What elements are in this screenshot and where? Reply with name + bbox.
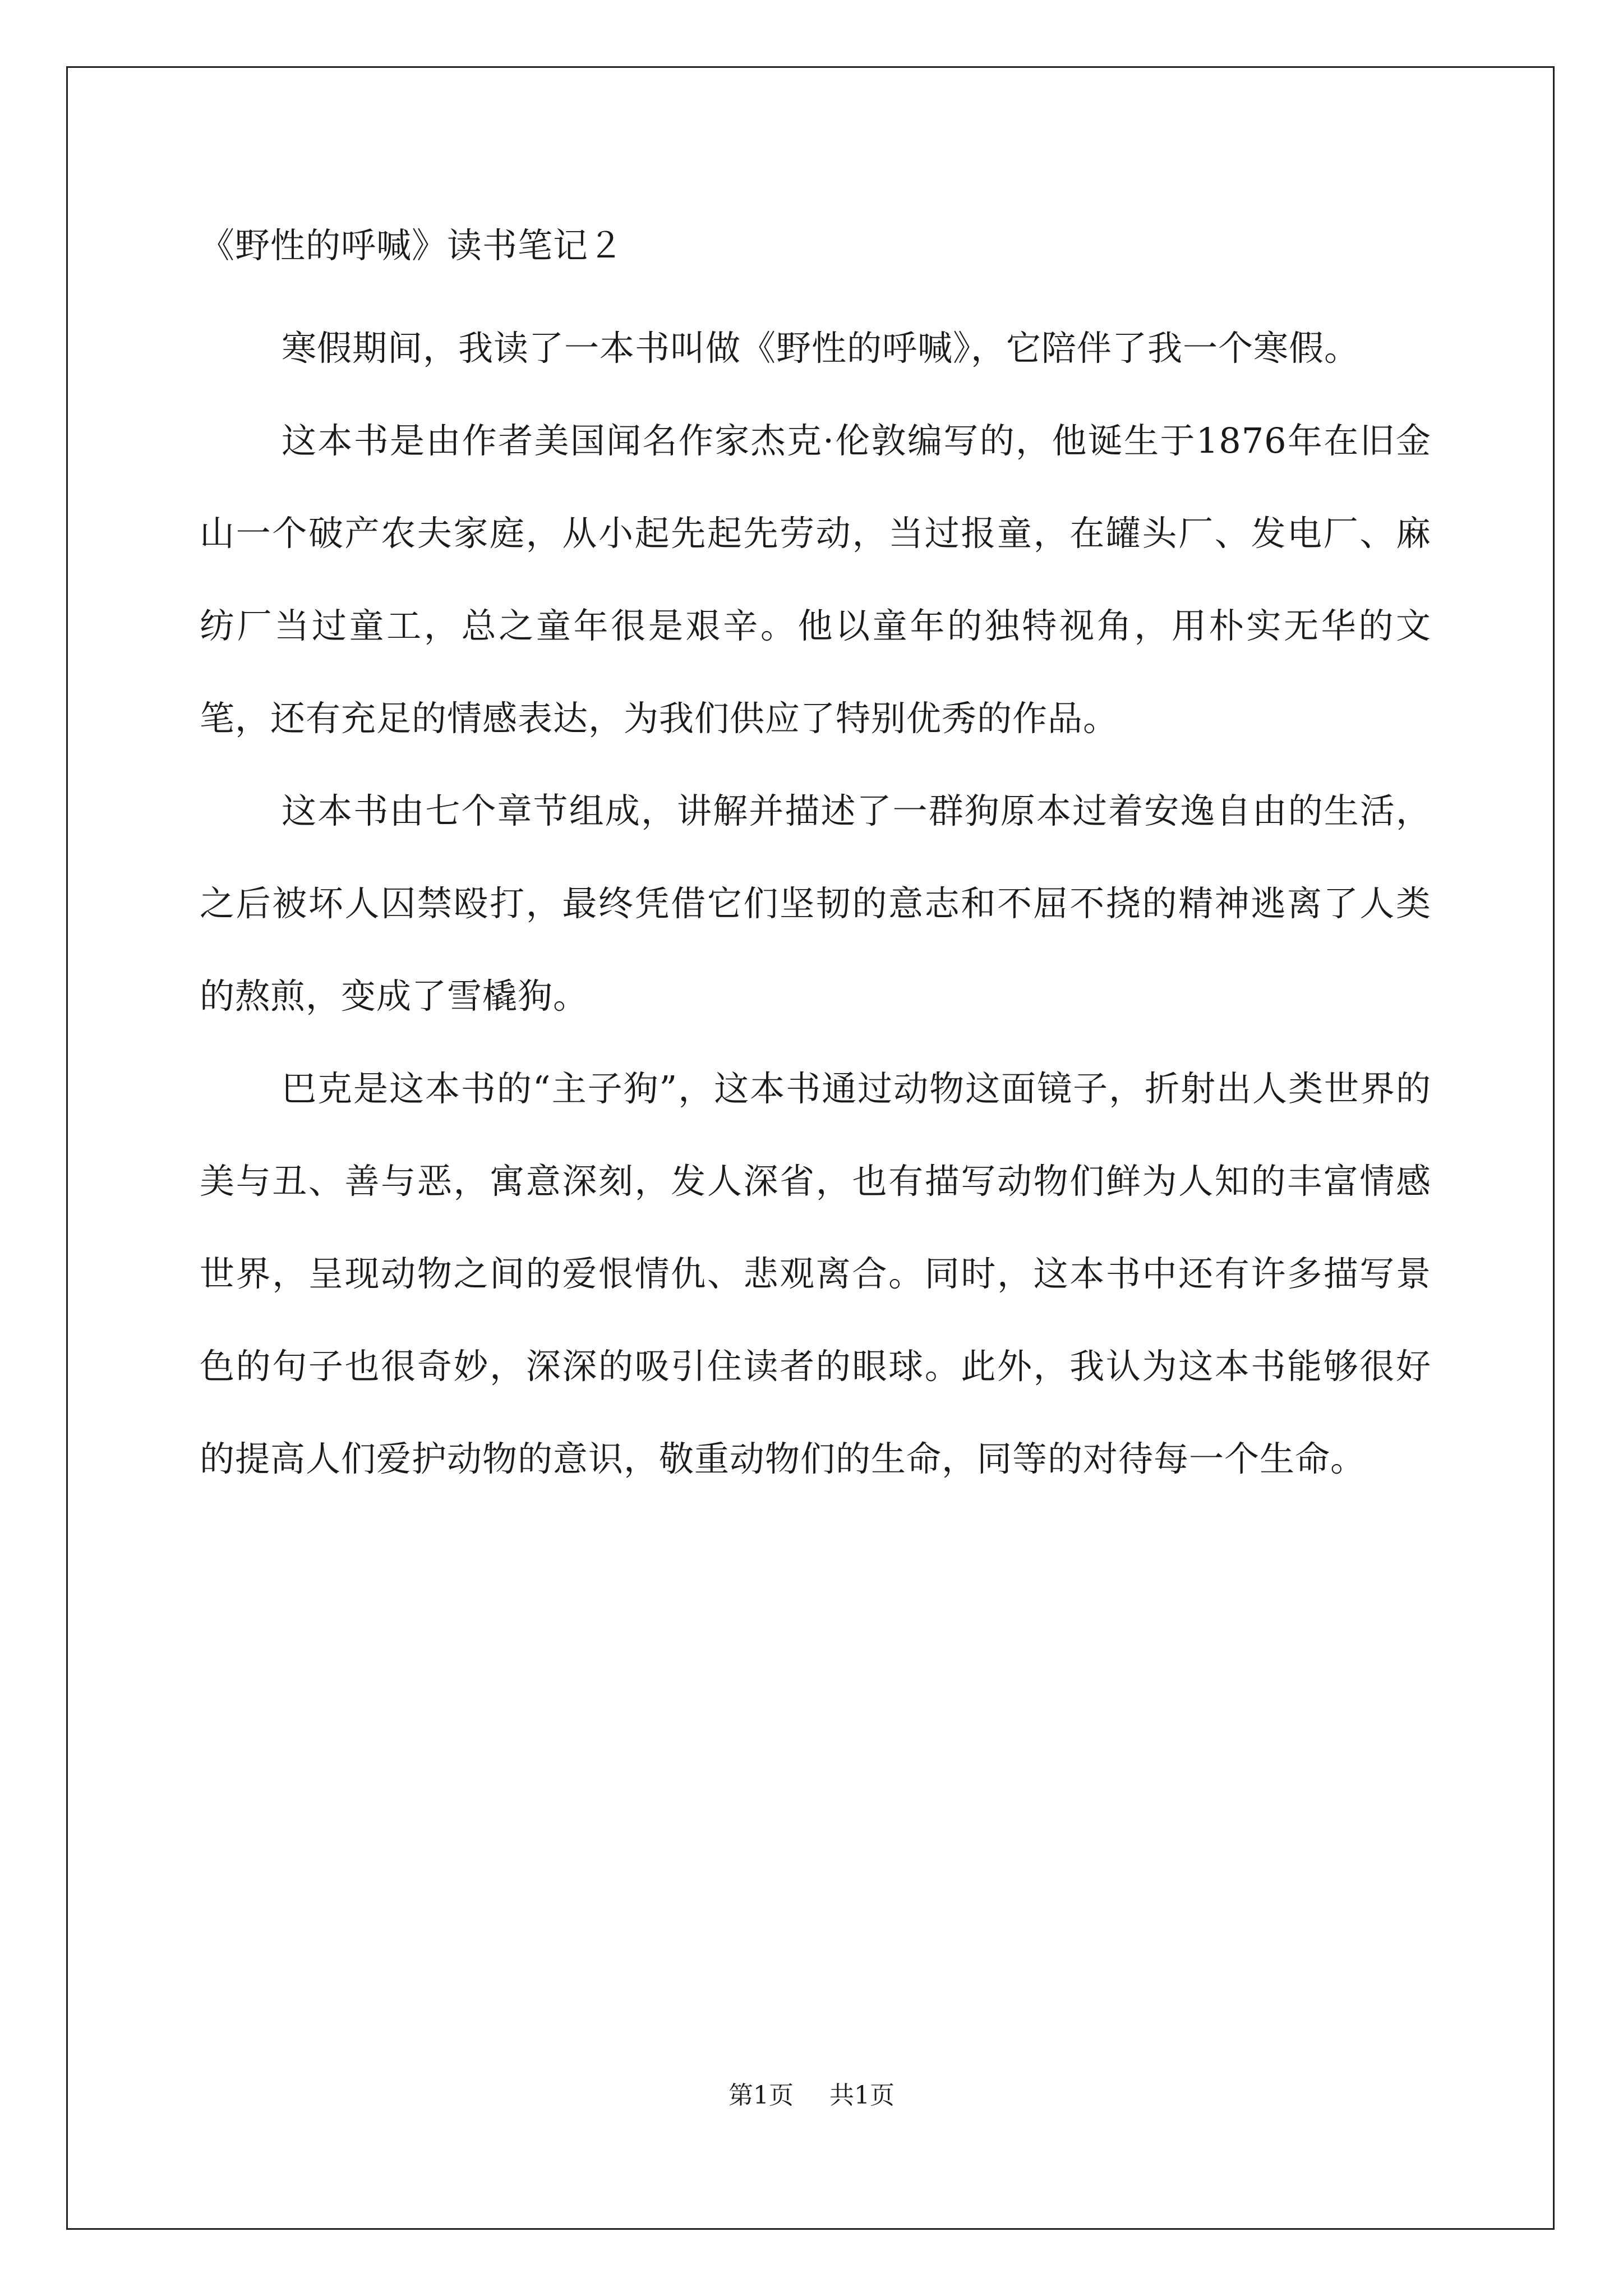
page-footer	[0, 2080, 1623, 2111]
paragraph: 这本书由七个章节组成，讲解并描述了一群狗原本过着安逸自由的生活，之后被坏人囚禁殴打，最终凭借它们坚韧的意志和不屈不挠的精神逃离了人类的熬煎，变成了雪橇狗。	[200, 790, 1431, 1016]
document-body	[200, 302, 1431, 1505]
page-total: 共1页	[829, 2081, 895, 2110]
page-number: 第1页	[728, 2081, 794, 2110]
document-title: 《野性的呼喊》读书笔记２	[200, 225, 624, 266]
paragraph: 寒假期间，我读了一本书叫做《野性的呼喊》，它陪伴了我一个寒假。	[282, 328, 1360, 369]
paragraph: 巴克是这本书的“主子狗”，这本书通过动物这面镜子，折射出人类世界的美与丑、善与恶，寓意深刻，发人深省，也有描写动物们鲜为人知的丰富情感世界，呈现动物之间的爱恨情仇、悲观离合。同时，这本书中还有许多描写景色的句子也很奇妙，深深的吸引住读者的眼球。此外，我认为这本书能够很好的提高人们爱护动物的意识，敬重动物们的生命，同等的对待每一个生命。	[200, 1068, 1431, 1479]
paragraph: 这本书是由作者美国闻名作家杰克·伦敦编写的，他诞生于1876年在旧金山一个破产农夫家庭，从小起先起先劳动，当过报童，在罐头厂、发电厂、麻纺厂当过童工，总之童年很是艰辛。他以童年的独特视角，用朴实无华的文笔，还有充足的情感表达，为我们供应了特别优秀的作品。	[200, 420, 1431, 739]
